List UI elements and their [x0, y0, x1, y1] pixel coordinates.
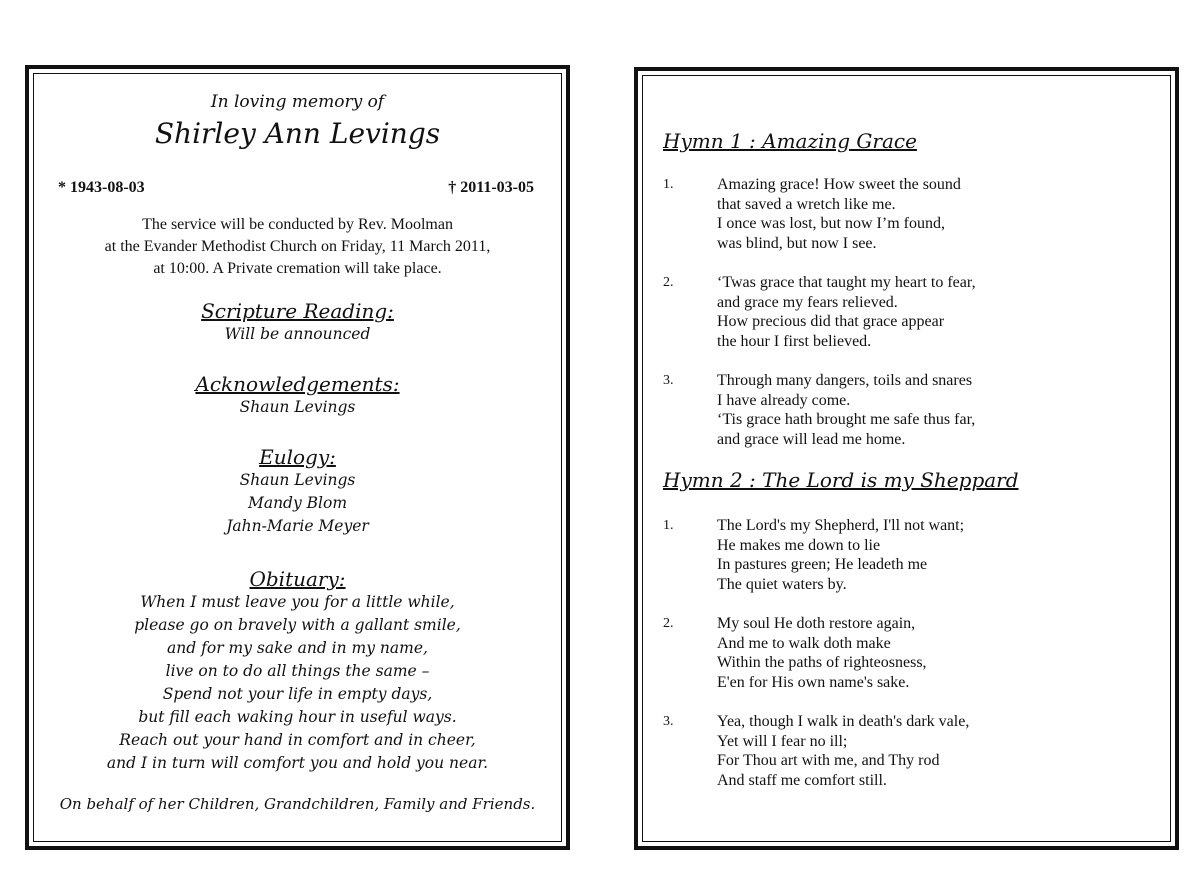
section-line: Jahn-Marie Meyer	[226, 517, 369, 535]
section-line: Shaun Levings	[239, 471, 356, 489]
verse-line: E'en for His own name's sake.	[717, 673, 910, 691]
section-line: Will be announced	[224, 325, 371, 343]
verse-line: Within the paths of righteosness,	[717, 654, 927, 672]
verse-number: 2.	[663, 275, 674, 290]
verse-line: I have already come.	[717, 391, 851, 409]
verse-number: 1.	[663, 518, 674, 533]
closing-line: On behalf of her Children, Grandchildren, Family and Friends.	[59, 795, 536, 813]
verse-number: 2.	[663, 616, 674, 631]
verse-line: Yet will I fear no ill;	[717, 732, 848, 750]
eulogy-section	[29, 445, 566, 538]
verse-line: was blind, but now I see.	[717, 234, 877, 252]
verse-number: 3.	[663, 714, 674, 729]
verse-line: the hour I first believed.	[717, 332, 872, 350]
poem-line: and I in turn will comfort you and hold you near.	[106, 754, 489, 772]
poem-line: live on to do all things the same –	[165, 662, 430, 680]
section-title: Acknowledgements:	[195, 372, 400, 396]
verse-line: and grace will lead me home.	[717, 430, 906, 448]
acknowledgements-section	[29, 372, 566, 419]
obituary-section	[29, 567, 566, 775]
verse-line: Amazing grace! How sweet the sound	[717, 176, 961, 193]
verse-line: and grace my fears relieved.	[717, 293, 898, 311]
verse-line: Through many dangers, toils and snares	[717, 372, 973, 389]
poem-line: Spend not your life in empty days,	[162, 685, 433, 703]
verse-number: 1.	[663, 177, 674, 192]
section-title: Eulogy:	[259, 445, 336, 469]
verse-line: The quiet waters by.	[717, 575, 847, 593]
verse-line: He makes me down to lie	[717, 536, 881, 554]
service-line: at the Evander Methodist Church on Friday, 11 March 2011,	[104, 238, 491, 255]
poem-line: and for my sake and in my name,	[167, 639, 428, 657]
verse-line: I once was lost, but now I’m found,	[717, 215, 945, 233]
memory-intro: In loving memory of	[210, 92, 385, 112]
poem-line: but fill each waking hour in useful ways.	[138, 708, 457, 726]
poem-line: please go on bravely with a gallant smile,	[134, 616, 461, 634]
verse-line: And me to walk doth make	[717, 634, 891, 652]
verse-line: My soul He doth restore again,	[717, 615, 916, 632]
death-date: † 2011-03-05	[448, 179, 534, 196]
left-page	[25, 65, 570, 850]
birth-date: * 1943-08-03	[58, 179, 145, 196]
verse-line: For Thou art with me, and Thy rod	[717, 752, 940, 770]
poem-line: Reach out your hand in comfort and in cheer,	[119, 731, 476, 749]
section-line: Shaun Levings	[239, 398, 356, 416]
verse-line: How precious did that grace appear	[717, 313, 945, 331]
verse-line: In pastures green; He leadeth me	[717, 556, 928, 574]
section-title: Scripture Reading:	[201, 299, 394, 323]
verse-line: Yea, though I walk in death's dark vale,	[717, 713, 970, 730]
section-line: Mandy Blom	[247, 494, 348, 512]
verse-line: ‘Tis grace hath brought me safe thus far,	[717, 411, 976, 429]
service-line: at 10:00. A Private cremation will take place.	[153, 260, 442, 277]
verse-line: that saved a wretch like me.	[717, 195, 896, 213]
service-details	[29, 214, 566, 280]
poem-line: When I must leave you for a little while,	[140, 593, 455, 611]
verse-line: And staff me comfort still.	[717, 771, 887, 789]
verse-line: ‘Twas grace that taught my heart to fear,	[717, 274, 976, 291]
section-title: Obituary:	[249, 567, 346, 591]
right-page	[634, 67, 1179, 850]
verse-line: The Lord's my Shepherd, I'll not want;	[717, 517, 965, 534]
hymn-title: Hymn 1 : Amazing Grace	[663, 129, 917, 153]
service-line: The service will be conducted by Rev. Moolman	[142, 216, 453, 233]
deceased-name: Shirley Ann Levings	[154, 117, 441, 150]
verse-number: 3.	[663, 373, 674, 388]
hymn-title: Hymn 2 : The Lord is my Sheppard	[663, 468, 1019, 492]
scripture-section	[29, 299, 566, 346]
